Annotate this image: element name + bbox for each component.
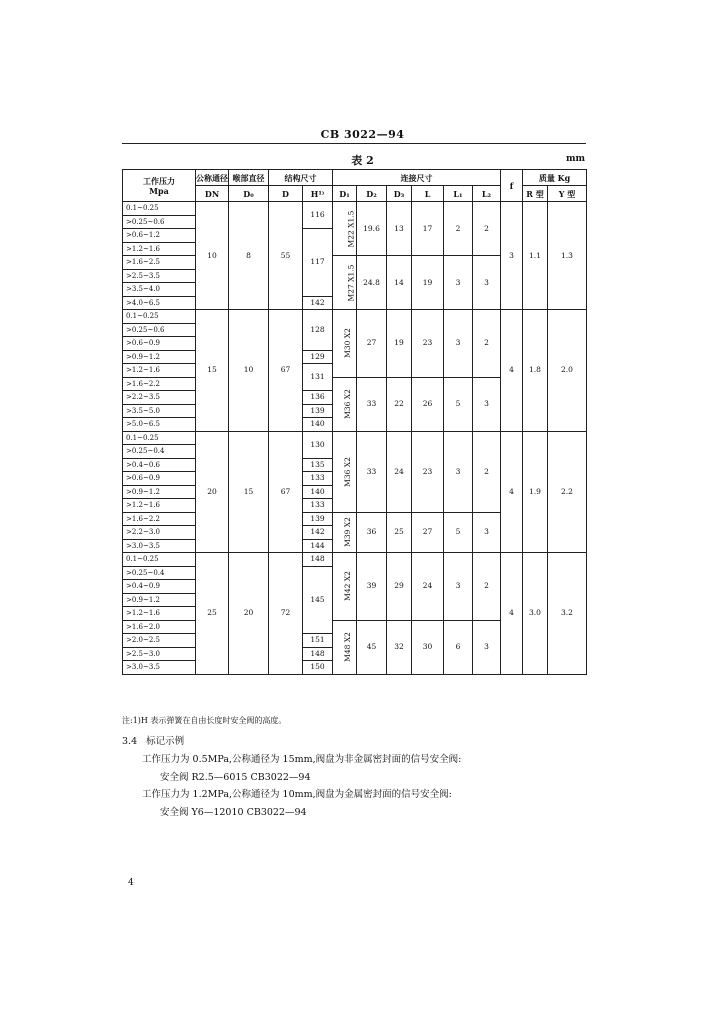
- l2-cell: 2: [473, 310, 501, 378]
- pressure-cell: >0.4~0.9: [123, 580, 196, 594]
- pressure-cell: >1.2~1.6: [123, 607, 196, 621]
- h-cell: 145: [303, 566, 333, 634]
- l2-header: L₂: [473, 186, 501, 202]
- dn-cell: 10: [196, 202, 229, 310]
- unit-label: mm: [566, 154, 586, 164]
- h-cell: 133: [303, 499, 333, 513]
- d3-cell: 19: [387, 310, 412, 378]
- f-header: f: [501, 170, 523, 202]
- r-weight-cell: 1.1: [523, 202, 548, 310]
- l-cell: 17: [412, 202, 444, 256]
- dn-cell: 25: [196, 553, 229, 675]
- d-cell: 67: [269, 431, 303, 553]
- table-row: [123, 431, 587, 445]
- dn-cell: 20: [196, 431, 229, 553]
- connection-header: 连接尺寸: [333, 170, 501, 186]
- d3-header: D₃: [387, 186, 412, 202]
- d0-cell: 20: [229, 553, 269, 675]
- h-cell: 136: [303, 391, 333, 405]
- d0-cell: 8: [229, 202, 269, 310]
- l1-cell: 3: [444, 553, 473, 621]
- d2-cell: 33: [357, 431, 387, 512]
- h-cell: 139: [303, 512, 333, 526]
- y-weight-cell: 2.2: [548, 431, 587, 553]
- table-row: [123, 553, 587, 567]
- d2-cell: 19.6: [357, 202, 387, 256]
- h-cell: 116: [303, 202, 333, 229]
- l1-cell: 6: [444, 620, 473, 674]
- dn-cell: 15: [196, 310, 229, 432]
- pressure-cell: >0.9~1.2: [123, 593, 196, 607]
- pressure-cell: >4.0~6.5: [123, 296, 196, 310]
- page-number: 4: [128, 878, 134, 888]
- h-cell: 151: [303, 634, 333, 648]
- d-cell: 67: [269, 310, 303, 432]
- example2-mark: 安全阀 Y6—12010 CB3022—94: [160, 807, 307, 818]
- pressure-cell: 0.1~0.25: [123, 202, 196, 216]
- h-cell: 139: [303, 404, 333, 418]
- h-cell: 142: [303, 296, 333, 310]
- pressure-cell: >1.6~2.2: [123, 512, 196, 526]
- pressure-cell: >1.2~1.6: [123, 242, 196, 256]
- d0-cell: 10: [229, 310, 269, 432]
- l1-cell: 5: [444, 377, 473, 431]
- pressure-cell: >1.6~2.0: [123, 620, 196, 634]
- d3-cell: 29: [387, 553, 412, 621]
- l2-cell: 3: [473, 620, 501, 674]
- d0-cell: 15: [229, 431, 269, 553]
- h-cell: 148: [303, 553, 333, 567]
- l2-cell: 2: [473, 202, 501, 256]
- weight-header: 质量 Kg: [523, 170, 587, 186]
- pressure-cell: >2.2~3.0: [123, 526, 196, 540]
- pressure-cell: >1.6~2.2: [123, 377, 196, 391]
- l1-header: L₁: [444, 186, 473, 202]
- d2-cell: 45: [357, 620, 387, 674]
- pressure-cell: >2.2~3.5: [123, 391, 196, 405]
- table-footnote: 注:1)H 表示弹簧在自由长度时安全阀的高度。: [122, 716, 287, 725]
- r-weight-cell: 1.9: [523, 431, 548, 553]
- table-row: [123, 202, 587, 216]
- l2-cell: 2: [473, 553, 501, 621]
- d2-cell: 39: [357, 553, 387, 621]
- d-header: D: [269, 186, 303, 202]
- y-type-header: Y 型: [548, 186, 587, 202]
- f-cell: 4: [501, 431, 523, 553]
- f-cell: 4: [501, 553, 523, 675]
- d1-header: D₁: [333, 186, 357, 202]
- d2-cell: 33: [357, 377, 387, 431]
- dn-header: DN: [196, 186, 229, 202]
- table-title: 表 2: [351, 154, 374, 167]
- d1-thread-cell: M27 X1.5: [333, 256, 357, 310]
- pressure-cell: >0.9~1.2: [123, 350, 196, 364]
- d1-thread-cell: M39 X2: [333, 512, 357, 553]
- pressure-cell: >3.0~3.5: [123, 539, 196, 553]
- h-cell: 129: [303, 350, 333, 364]
- l-cell: 24: [412, 553, 444, 621]
- d1-thread-cell: M30 X2: [333, 310, 357, 378]
- example1-desc: 工作压力为 0.5MPa,公称通径为 15mm,阀盘为非金属密封面的信号安全阀:: [142, 754, 462, 765]
- pressure-cell: 0.1~0.25: [123, 431, 196, 445]
- l2-cell: 3: [473, 256, 501, 310]
- example1-mark: 安全阀 R2.5—6015 CB3022—94: [160, 772, 311, 783]
- d2-cell: 36: [357, 512, 387, 553]
- pressure-cell: >2.5~3.0: [123, 647, 196, 661]
- d-cell: 72: [269, 553, 303, 675]
- h-cell: 148: [303, 647, 333, 661]
- h-cell: 140: [303, 485, 333, 499]
- l2-cell: 2: [473, 431, 501, 512]
- pressure-cell: >0.25~0.6: [123, 215, 196, 229]
- pressure-cell: >0.25~0.6: [123, 323, 196, 337]
- pressure-cell: >2.0~2.5: [123, 634, 196, 648]
- h-cell: 150: [303, 661, 333, 675]
- d-cell: 55: [269, 202, 303, 310]
- r-weight-cell: 1.8: [523, 310, 548, 432]
- pressure-cell: >1.2~1.6: [123, 499, 196, 513]
- section-number: 3.4: [122, 736, 138, 747]
- d1-thread-cell: M36 X2: [333, 377, 357, 431]
- d2-header: D₂: [357, 186, 387, 202]
- pressure-cell: >0.4~0.6: [123, 458, 196, 472]
- l-cell: 23: [412, 310, 444, 378]
- f-cell: 4: [501, 310, 523, 432]
- d3-cell: 14: [387, 256, 412, 310]
- l-cell: 19: [412, 256, 444, 310]
- pressure-cell: >0.25~0.4: [123, 566, 196, 580]
- d1-thread-cell: M22 X1.5: [333, 202, 357, 256]
- h-cell: 130: [303, 431, 333, 458]
- l1-cell: 2: [444, 202, 473, 256]
- l-cell: 23: [412, 431, 444, 512]
- l2-cell: 3: [473, 512, 501, 553]
- standard-number: CB 3022—94: [320, 128, 405, 141]
- h-cell: 131: [303, 364, 333, 391]
- d2-cell: 27: [357, 310, 387, 378]
- pressure-cell: >3.5~5.0: [123, 404, 196, 418]
- r-weight-cell: 3.0: [523, 553, 548, 675]
- pressure-cell: >2.5~3.5: [123, 269, 196, 283]
- pressure-cell: >0.25~0.4: [123, 445, 196, 459]
- pressure-cell: >1.2~1.6: [123, 364, 196, 378]
- h-cell: 144: [303, 539, 333, 553]
- y-weight-cell: 1.3: [548, 202, 587, 310]
- h-cell: 135: [303, 458, 333, 472]
- l-cell: 30: [412, 620, 444, 674]
- h-header: H¹⁾: [303, 186, 333, 202]
- example2-desc: 工作压力为 1.2MPa,公称通径为 10mm,阀盘为金属密封面的信号安全阀:: [142, 789, 452, 800]
- h-cell: 140: [303, 418, 333, 432]
- section-title: 标记示例: [146, 736, 185, 747]
- h-cell: 128: [303, 310, 333, 351]
- l1-cell: 5: [444, 512, 473, 553]
- y-weight-cell: 3.2: [548, 553, 587, 675]
- r-type-header: R 型: [523, 186, 548, 202]
- h-cell: 117: [303, 229, 333, 297]
- d3-cell: 13: [387, 202, 412, 256]
- l-cell: 27: [412, 512, 444, 553]
- l2-cell: 3: [473, 377, 501, 431]
- section-heading: [122, 733, 184, 747]
- l1-cell: 3: [444, 431, 473, 512]
- seat-dia-header: 喉部直径: [229, 170, 269, 186]
- l1-cell: 3: [444, 310, 473, 378]
- table-row: [123, 310, 587, 324]
- d3-cell: 32: [387, 620, 412, 674]
- h-cell: 133: [303, 472, 333, 486]
- d3-cell: 22: [387, 377, 412, 431]
- header-rule: [122, 143, 586, 144]
- l-cell: 26: [412, 377, 444, 431]
- pressure-cell: >0.6~0.9: [123, 472, 196, 486]
- header-row-1: [123, 170, 587, 186]
- d0-header: D₀: [229, 186, 269, 202]
- l1-cell: 3: [444, 256, 473, 310]
- l-header: L: [412, 186, 444, 202]
- valve-dimension-table: [122, 169, 587, 675]
- pressure-header: 工作压力 Mpa: [123, 170, 196, 202]
- d1-thread-cell: M48 X2: [333, 620, 357, 674]
- pressure-cell: >3.0~3.5: [123, 661, 196, 675]
- pressure-cell: >0.6~1.2: [123, 229, 196, 243]
- y-weight-cell: 2.0: [548, 310, 587, 432]
- pressure-cell: >0.6~0.9: [123, 337, 196, 351]
- nominal-dia-header: 公称通径: [196, 170, 229, 186]
- pressure-cell: >3.5~4.0: [123, 283, 196, 297]
- pressure-cell: 0.1~0.25: [123, 553, 196, 567]
- d1-thread-cell: M42 X2: [333, 553, 357, 621]
- pressure-cell: >0.9~1.2: [123, 485, 196, 499]
- d3-cell: 25: [387, 512, 412, 553]
- h-cell: 142: [303, 526, 333, 540]
- d1-thread-cell: M36 X2: [333, 431, 357, 512]
- f-cell: 3: [501, 202, 523, 310]
- pressure-cell: >1.6~2.5: [123, 256, 196, 270]
- structure-header: 结构尺寸: [269, 170, 333, 186]
- pressure-cell: >5.0~6.5: [123, 418, 196, 432]
- d3-cell: 24: [387, 431, 412, 512]
- d2-cell: 24.8: [357, 256, 387, 310]
- pressure-cell: 0.1~0.25: [123, 310, 196, 324]
